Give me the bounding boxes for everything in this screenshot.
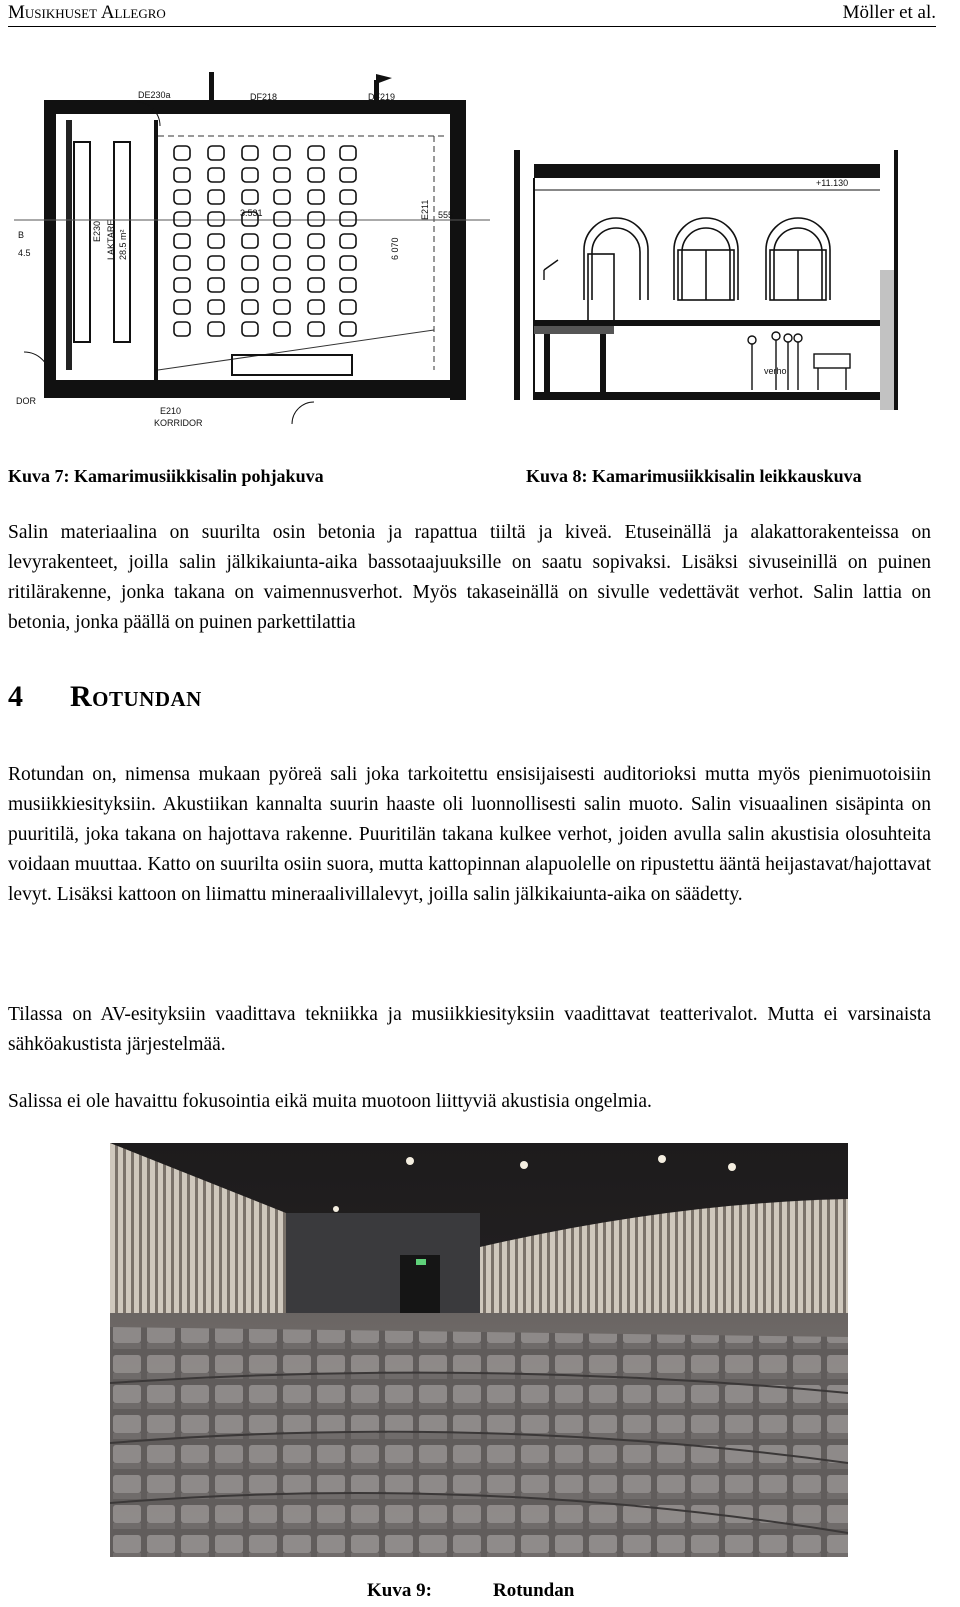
section-title: Rotundan — [70, 680, 202, 713]
plan-label-dor: DOR — [16, 396, 36, 406]
header-authors: Möller et al. — [842, 2, 936, 23]
section-heading — [8, 680, 202, 714]
plan-label-555: 555 — [438, 210, 454, 220]
plan-label-korridor: KORRIDOR — [154, 418, 203, 428]
plan-label-b: B — [18, 230, 25, 240]
paragraph-av-equipment: Tilassa on AV-esityksiin vaadittava tekniikka ja musiikkiesityksiin vaadittavat teatterivalot. Mutta ei varsinaista sähköakustista järjestelmää. — [8, 1004, 931, 1055]
figure-9-caption-text: Rotundan — [493, 1580, 575, 1601]
rotundan-photo — [110, 1143, 848, 1557]
plan-label-df219: DF219 — [368, 92, 396, 102]
section-drawing — [514, 150, 918, 430]
plan-label-laktare: LAKTARE — [106, 219, 116, 260]
figure-9-caption — [367, 1580, 574, 1602]
paragraph-materials: Salin materiaalina on suurilta osin betonia ja rapattua tiiltä ja kiveä. Etuseinällä ja alakattorakenteissa on levyrakenteet, joilla salin jälkikaiunta-aika bassotaajuuksille on saatu sopivaksi. Lisäksi sivuseinillä on puinen ritilärakenne, jonka takana on vaimennusverhot. Myös takaseinällä on sivulle vedettävät verhot. Salin lattia on betonia, jonka päällä on puinen parkettilattia — [8, 522, 931, 633]
header-title: Musikhuset Allegro — [8, 2, 166, 23]
figure-8-caption: Kuva 8: Kamarimusiikkisalin leikkauskuva — [526, 466, 862, 486]
section-figure — [514, 150, 918, 430]
paragraph-no-focusing: Salissa ei ole havaittu fokusointia eikä muita muotoon liittyviä akustisia ongelmia. — [8, 1091, 652, 1112]
plan-label-e211: E211 — [420, 199, 430, 220]
plan-label-45: 4.5 — [18, 248, 31, 258]
figure-9-caption-label: Kuva 9: — [367, 1580, 432, 1601]
plan-label-df218: DF218 — [250, 92, 278, 102]
section-label-level: +11.130 — [816, 178, 849, 188]
plan-label-area: 28.5 m² — [118, 229, 128, 260]
rotundan-photo-drawing — [110, 1143, 848, 1557]
plan-label-e210: E210 — [160, 406, 182, 416]
floor-plan-drawing — [14, 70, 490, 430]
running-header — [8, 2, 936, 27]
paragraph-rotundan: Rotundan on, nimensa mukaan pyöreä sali joka tarkoitettu ensisijaisesti auditorioksi mutta myös pienimuotoisiin musiikkiesityksiin. Akustiikan kannalta suurin haaste oli luonnollisesti salin muoto. Salin visuaalinen sisäpinta on puuritilä, joka takana on hajottava rakenne. Puuritilän takana kulkee verhot, joiden avulla salin akustisia olosuhteita voidaan muuttaa. Katto on suurilta osiin suora, mutta kattopinnan alapuolelle on ripustettu ääntä heijastavat/hajottavat levyt. Lisäksi kattoon on liimattu mineraalivillalevyt, joilla salin jälkikaiunta-aika on säädetty. — [8, 764, 931, 905]
plan-label-de230a: DE230a — [138, 90, 171, 100]
plan-label-6070: 6 070 — [390, 237, 400, 260]
figure-7-caption: Kuva 7: Kamarimusiikkisalin pohjakuva — [8, 466, 324, 486]
section-number: 4 — [8, 680, 23, 713]
plan-label-e230: E230 — [92, 220, 102, 242]
plan-label-3531: 3.531 — [240, 208, 263, 218]
floor-plan-figure — [14, 70, 490, 430]
section-label-verho: verho — [764, 366, 787, 376]
